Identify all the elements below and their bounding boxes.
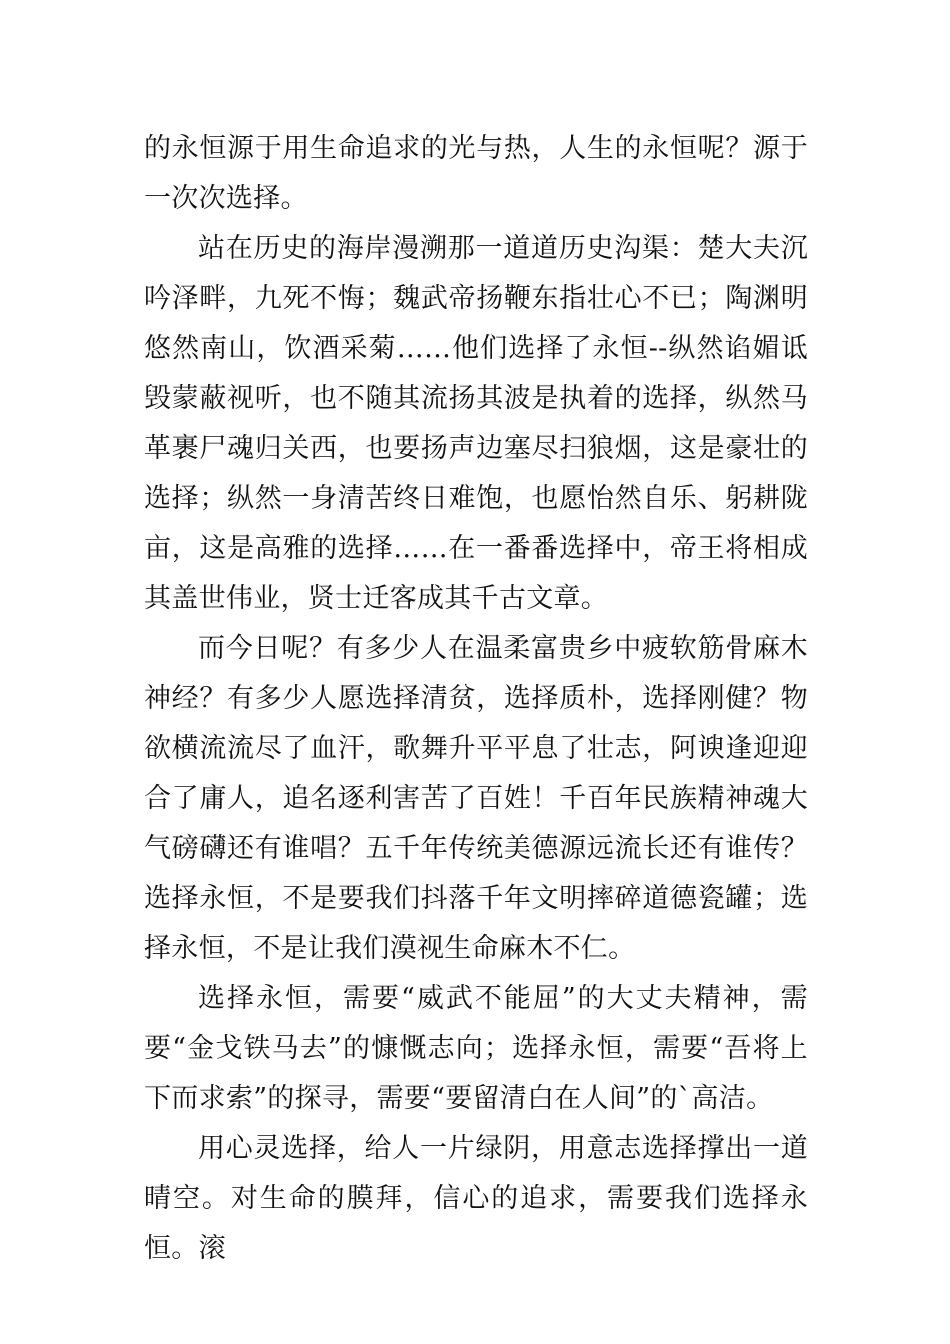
paragraph-5: 用心灵选择，给人一片绿阴，用意志选择撑出一道晴空。对生命的膜拜，信心的追求，需要我们选择永恒。滚 <box>144 1133 808 1264</box>
paragraph-4: 选择永恒，需要“威武不能屈”的大丈夫精神，需要“金戈铁马去”的慷慨志向；选择永恒，需要“吾将上下而求索”的探寻，需要“要留清白在人间”的`高洁。 <box>144 983 808 1114</box>
paragraph-2: 站在历史的海岸漫溯那一道道历史沟渠：楚大夫沉吟泽畔，九死不悔；魏武帝扬鞭东指壮心不已；陶渊明悠然南山，饮酒采菊……他们选择了永恒--纵然谄媚诋毁蒙蔽视听，也不随其流扬其波是执着的选择，纵然马革裹尸魂归关西，也要扬声边塞尽扫狼烟，这是豪壮的选择；纵然一身清苦终日难饱，也愿怡然自乐、躬耕陇亩，这是高雅的选择……在一番番选择中，帝王将相成其盖世伟业，贤士迁客成其千古文章。 <box>144 233 808 614</box>
essay-body <box>144 124 808 1274</box>
paragraph-1: 的永恒源于用生命追求的光与热，人生的永恒呢？源于一次次选择。 <box>144 133 808 214</box>
paragraph-3: 而今日呢？有多少人在温柔富贵乡中疲软筋骨麻木神经？有多少人愿选择清贫，选择质朴，选择刚健？物欲横流流尽了血汗，歌舞升平平息了壮志，阿谀逢迎迎合了庸人，追名逐利害苦了百姓！千百年民族精神魂大气磅礴还有谁唱？五千年传统美德源远流长还有谁传？选择永恒，不是要我们抖落千年文明摔碎道德瓷罐；选择永恒，不是让我们漠视生命麻木不仁。 <box>144 633 808 964</box>
